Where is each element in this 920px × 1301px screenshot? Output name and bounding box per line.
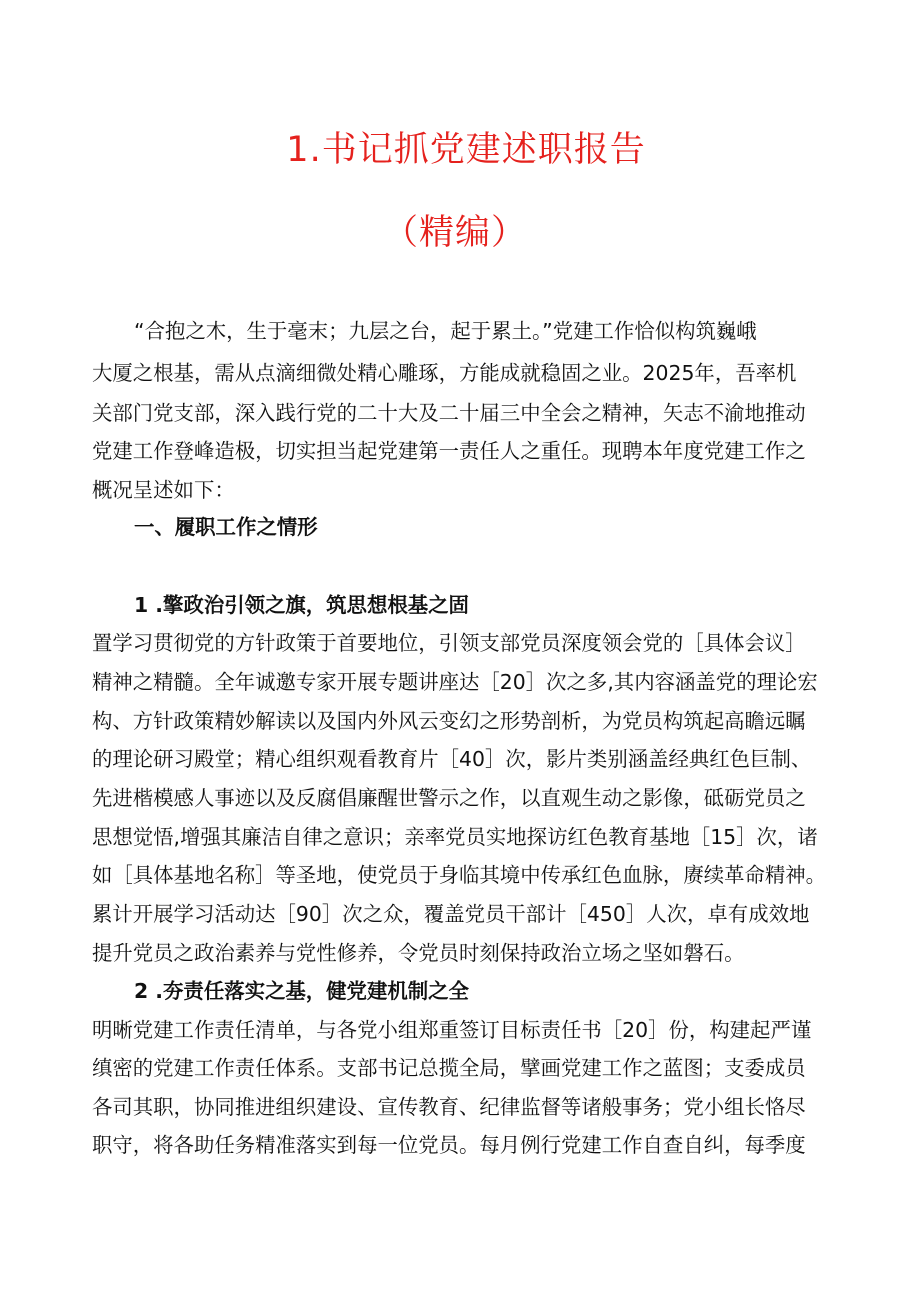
paragraph-line: 关部门党支部，深入践行党的二十大及二十届三中全会之精神，矢志不渝地推动 bbox=[92, 401, 806, 425]
paragraph-line: 精神之精髓。全年诚邀专家开展专题讲座达［20］次之多,其内容涵盖党的理论宏 bbox=[92, 670, 818, 694]
paragraph-line: 先进楷模感人事迹以及反腐倡廉醒世警示之作，以直观生动之影像，砥砺党员之 bbox=[92, 786, 806, 810]
paragraph-line: 党建工作登峰造极，切实担当起党建第一责任人之重任。现聘本年度党建工作之 bbox=[92, 439, 806, 463]
subsection-heading: 1 .擎政治引领之旗，筑思想根基之固 bbox=[134, 593, 469, 617]
paragraph-line: 缜密的党建工作责任体系。支部书记总揽全局，擘画党建工作之蓝图；支委成员 bbox=[92, 1056, 806, 1080]
paragraph-line: “合抱之木，生于毫末；九层之台，起于累土。”党建工作恰似构筑巍峨 bbox=[134, 319, 757, 343]
paragraph-line: 职守，将各助任务精准落实到每一位党员。每月例行党建工作自查自纠，每季度 bbox=[92, 1133, 806, 1157]
paragraph-line: 概况呈述如下： bbox=[92, 478, 235, 502]
paragraph-line: 大厦之根基，需从点滴细微处精心雕琢，方能成就稳固之业。2025年，吾率机 bbox=[92, 361, 797, 385]
subsection-heading: 2 .夯责任落实之基，健党建机制之全 bbox=[134, 979, 469, 1003]
paragraph-line: 如［具体基地名称］等圣地，使党员于身临其境中传承红色血脉，赓续革命精神。 bbox=[92, 863, 827, 887]
paragraph-line: 累计开展学习活动达［90］次之众，覆盖党员干部计［450］人次，卓有成效地 bbox=[92, 902, 810, 926]
document-title: 1.书记抓党建述职报告 bbox=[286, 130, 646, 170]
document-subtitle: （精编） bbox=[382, 213, 527, 253]
paragraph-line: 思想觉悟,增强其廉洁自律之意识；亲率党员实地探访红色教育基地［15］次，诸 bbox=[92, 825, 818, 849]
paragraph-line: 构、方针政策精妙解读以及国内外风云变幻之形势剖析，为党员构筑起高瞻远瞩 bbox=[92, 709, 806, 733]
paragraph-line: 各司其职，协同推进组织建设、宣传教育、纪律监督等诸般事务；党小组长恪尽 bbox=[92, 1095, 806, 1119]
paragraph-line: 的理论研习殿堂；精心组织观看教育片［40］次，影片类别涵盖经典红色巨制、 bbox=[92, 747, 812, 771]
paragraph-line: 提升党员之政治素养与党性修养，令党员时刻保持政治立场之坚如磐石。 bbox=[92, 941, 745, 965]
paragraph-line: 明晰党建工作责任清单，与各党小组郑重签订目标责任书［20］份，构建起严谨 bbox=[92, 1018, 812, 1042]
section-heading: 一、履职工作之情形 bbox=[134, 515, 318, 539]
paragraph-line: 置学习贯彻党的方针政策于首要地位，引领支部党员深度领会党的［具体会议］ bbox=[92, 631, 806, 655]
